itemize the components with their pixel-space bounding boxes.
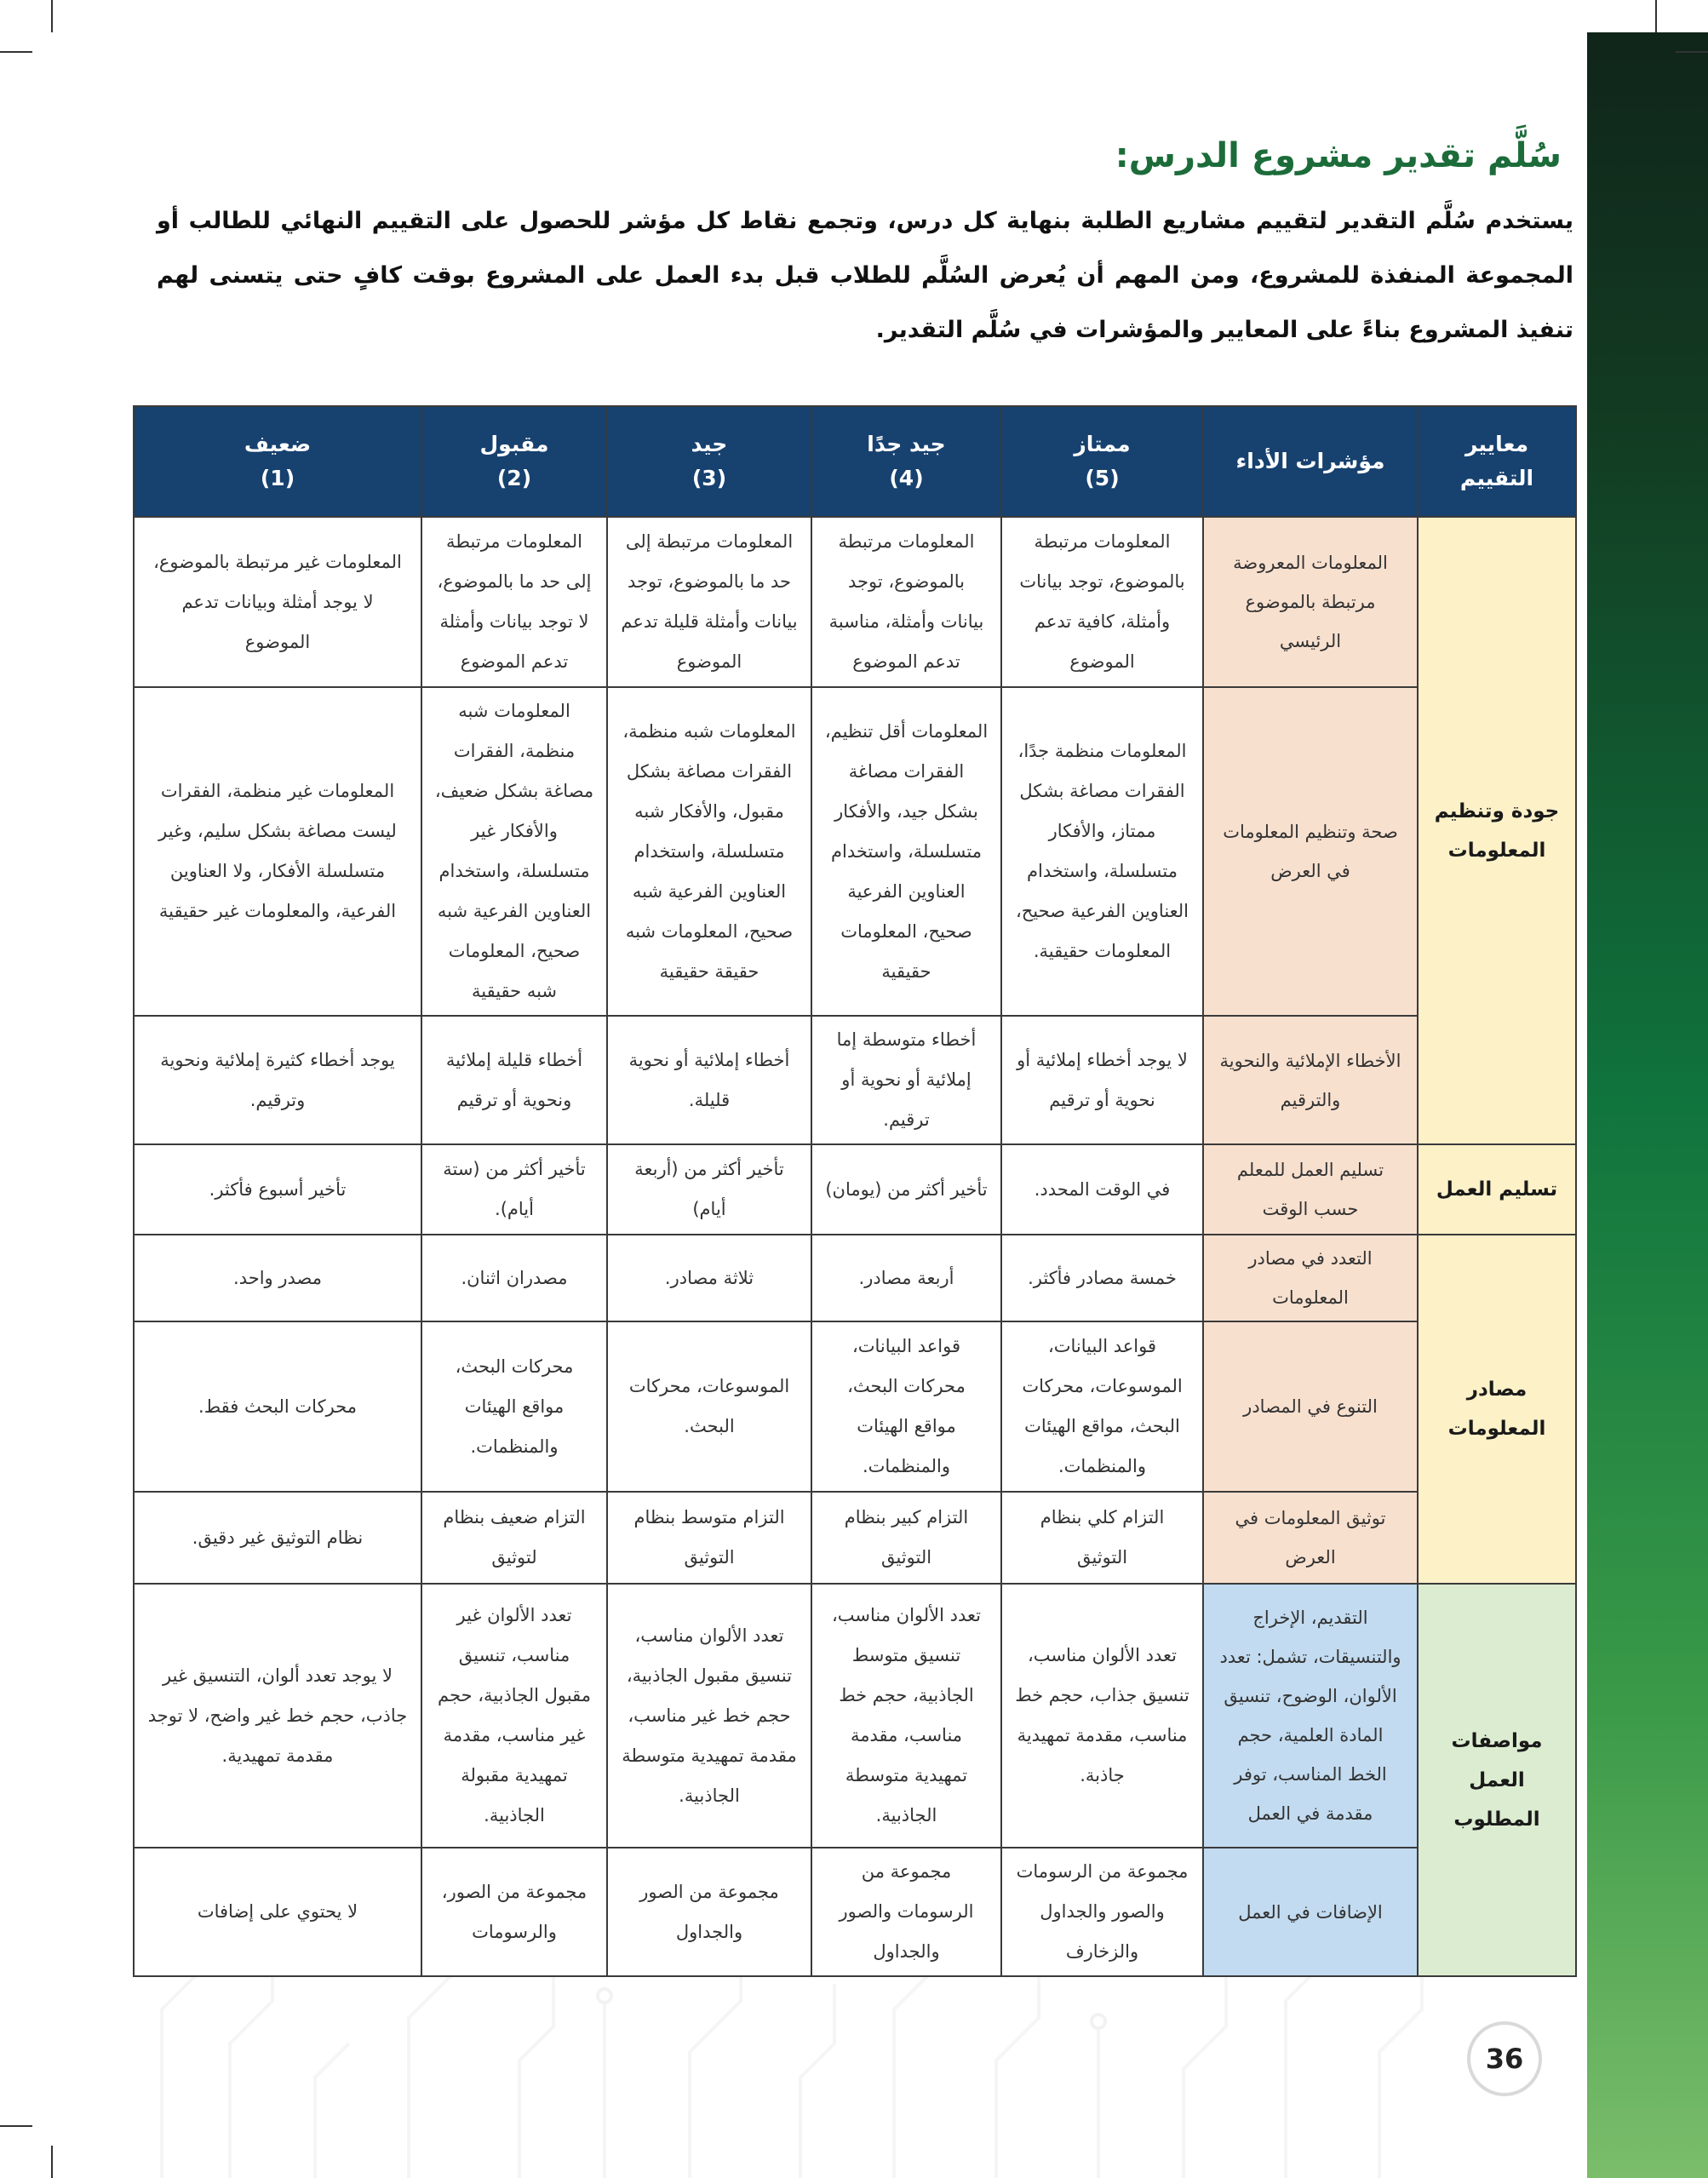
rubric-cell: أخطاء قليلة إملائية ونحوية أو ترقيم (421, 1016, 607, 1144)
rubric-cell: تأخير أكثر من (أربعة أيام) (607, 1144, 811, 1235)
rubric-cell: المعلومات مرتبطة بالموضوع، توجد بيانات وأمثلة، مناسبة تدعم الموضوع (811, 517, 1001, 687)
table-row (134, 1235, 1576, 1321)
indicator-cell: التقديم، الإخراج والتنسيقات، تشمل: تعدد الألوان، الوضوح، تنسيق المادة العلمية، حجم الخط المناسب، توفر مقدمة في العمل (1203, 1584, 1418, 1848)
rubric-cell: نظام التوثيق غير دقيق. (134, 1492, 421, 1584)
indicator-cell: صحة وتنظيم المعلومات في العرض (1203, 687, 1418, 1016)
rubric-cell: أخطاء إملائية أو نحوية قليلة. (607, 1016, 811, 1144)
crop-mark (51, 0, 53, 32)
rubric-cell: مجموعة من الرسومات والصور والجداول (811, 1848, 1001, 1976)
header-weak: ضعيف (1) (134, 406, 421, 517)
section-title: سُلَّم تقدير مشروع الدرس: (1115, 136, 1562, 175)
table-row (134, 687, 1576, 1016)
table-row (134, 1848, 1576, 1976)
rubric-cell: التزام كلي بنظام التوثيق (1001, 1492, 1203, 1584)
indicator-cell: التنوع في المصادر (1203, 1321, 1418, 1492)
rubric-cell: المعلومات شبه منظمة، الفقرات مصاغة بشكل ضعيف، والأفكار غير متسلسلة، واستخدام العناوين الفرعية شبه صحيح، المعلومات شبه حقيقية (421, 687, 607, 1016)
rubric-cell: تأخير أسبوع فأكثر. (134, 1144, 421, 1235)
intro-paragraph: يستخدم سُلَّم التقدير لتقييم مشاريع الطلبة بنهاية كل درس، وتجمع نقاط كل مؤشر للحصول على التقييم النهائي للطالب أو المجموعة المنفذة للمشروع، ومن المهم أن يُعرض السُلَّم للطلاب قبل بدء العمل على المشروع بوقت كافٍ حتى يتسنى لهم تنفيذ المشروع بناءً على المعايير والمؤشرات في سُلَّم التقدير. (157, 208, 1573, 343)
rubric-cell: تعدد الألوان غير مناسب، تنسيق مقبول الجاذبية، حجم غير مناسب، مقدمة تمهيدية مقبولة الجاذبية. (421, 1584, 607, 1848)
rubric-cell: مجموعة من الصور، والرسومات (421, 1848, 607, 1976)
rubric-cell: تعدد الألوان مناسب، تنسيق جذاب، حجم خط مناسب، مقدمة تمهيدية جاذبة. (1001, 1584, 1203, 1848)
criterion-sources: مصادر المعلومات (1418, 1235, 1576, 1584)
rubric-cell: قواعد البيانات، الموسوعات، محركات البحث، مواقع الهيئات والمنظمات. (1001, 1321, 1203, 1492)
indicator-cell: التعدد في مصادر المعلومات (1203, 1235, 1418, 1321)
rubric-cell: ثلاثة مصادر. (607, 1235, 811, 1321)
criterion-quality: جودة وتنظيم المعلومات (1418, 517, 1576, 1144)
rubric-cell: تعدد الألوان مناسب، تنسيق مقبول الجاذبية، حجم خط غير مناسب، مقدمة تمهيدية متوسطة الجاذبية. (607, 1584, 811, 1848)
rubric-cell: قواعد البيانات، محركات البحث، مواقع الهيئات والمنظمات. (811, 1321, 1001, 1492)
header-criteria: معايير التقييم (1418, 406, 1576, 517)
rubric-cell: المعلومات غير مرتبطة بالموضوع، لا يوجد أمثلة وبيانات تدعم الموضوع (134, 517, 421, 687)
rubric-cell: خمسة مصادر فأكثر. (1001, 1235, 1203, 1321)
rubric-cell: مجموعة من الصور والجداول (607, 1848, 811, 1976)
indicator-cell: تسليم العمل للمعلم حسب الوقت (1203, 1144, 1418, 1235)
table-row (134, 1321, 1576, 1492)
rubric-cell: تأخير أكثر من (ستة أيام). (421, 1144, 607, 1235)
indicator-cell: توثيق المعلومات في العرض (1203, 1492, 1418, 1584)
rubric-cell: يوجد أخطاء كثيرة إملائية ونحوية وترقيم. (134, 1016, 421, 1144)
rubric-cell: تأخير أكثر من (يومان) (811, 1144, 1001, 1235)
table-row (134, 1144, 1576, 1235)
rubric-table (133, 405, 1577, 1977)
rubric-cell: المعلومات أقل تنظيم، الفقرات مصاغة بشكل جيد، والأفكار متسلسلة، واستخدام العناوين الفرعية صحيح، المعلومات حقيقية (811, 687, 1001, 1016)
rubric-cell: المعلومات مرتبطة إلى حد ما بالموضوع، توجد بيانات وأمثلة قليلة تدعم الموضوع (607, 517, 811, 687)
crop-mark (0, 51, 32, 53)
page-number: 36 (1467, 2021, 1542, 2096)
rubric-cell: لا يوجد تعدد ألوان، التنسيق غير جاذب، حجم خط غير واضح، لا توجد مقدمة تمهيدية. (134, 1584, 421, 1848)
rubric-cell: الموسوعات، محركات البحث. (607, 1321, 811, 1492)
rubric-cell: المعلومات منظمة جدًا، الفقرات مصاغة بشكل ممتاز، والأفكار متسلسلة، واستخدام العناوين الفرعية صحيح، المعلومات حقيقية. (1001, 687, 1203, 1016)
table-row (134, 1016, 1576, 1144)
table-row (134, 1492, 1576, 1584)
rubric-cell: في الوقت المحدد. (1001, 1144, 1203, 1235)
crop-mark (1655, 0, 1657, 32)
header-good: جيد (3) (607, 406, 811, 517)
rubric-cell: مصدران اثنان. (421, 1235, 607, 1321)
rubric-cell: أخطاء متوسطة إما إملائية أو نحوية أو ترقيم. (811, 1016, 1001, 1144)
rubric-cell: لا يحتوي على إضافات (134, 1848, 421, 1976)
table-header-row (134, 406, 1576, 517)
indicator-cell: الإضافات في العمل (1203, 1848, 1418, 1976)
rubric-cell: محركات البحث فقط. (134, 1321, 421, 1492)
rubric-cell: محركات البحث، مواقع الهيئات والمنظمات. (421, 1321, 607, 1492)
header-excellent: ممتاز (5) (1001, 406, 1203, 517)
rubric-cell: أربعة مصادر. (811, 1235, 1001, 1321)
rubric-cell: المعلومات مرتبطة إلى حد ما بالموضوع، لا توجد بيانات وأمثلة تدعم الموضوع (421, 517, 607, 687)
criterion-delivery: تسليم العمل (1418, 1144, 1576, 1235)
rubric-cell: المعلومات شبه منظمة، الفقرات مصاغة بشكل مقبول، والأفكار شبه متسلسلة، واستخدام العناوين الفرعية شبه صحيح، المعلومات شبه حقيقة حقيقية (607, 687, 811, 1016)
header-very-good: جيد جدًا (4) (811, 406, 1001, 517)
crop-mark (51, 2146, 53, 2178)
rubric-cell: مصدر واحد. (134, 1235, 421, 1321)
rubric-cell: التزام متوسط بنظام التوثيق (607, 1492, 811, 1584)
rubric-cell: التزام ضعيف بنظام لتوثيق (421, 1492, 607, 1584)
indicator-cell: المعلومات المعروضة مرتبطة بالموضوع الرئيسي (1203, 517, 1418, 687)
table-row (134, 517, 1576, 687)
rubric-cell: التزام كبير بنظام التوثيق (811, 1492, 1001, 1584)
criterion-specs: مواصفات العمل المطلوب (1418, 1584, 1576, 1976)
rubric-cell: لا يوجد أخطاء إملائية أو نحوية أو ترقيم (1001, 1016, 1203, 1144)
crop-mark (0, 2125, 32, 2127)
rubric-cell: المعلومات غير منظمة، الفقرات ليست مصاغة بشكل سليم، وغير متسلسلة الأفكار، ولا العناوين الفرعية، والمعلومات غير حقيقية (134, 687, 421, 1016)
green-sidebar (1587, 32, 1708, 2178)
table-row (134, 1584, 1576, 1848)
crop-mark (1676, 51, 1708, 53)
header-acceptable: مقبول (2) (421, 406, 607, 517)
indicator-cell: الأخطاء الإملائية والنحوية والترقيم (1203, 1016, 1418, 1144)
header-indicators: مؤشرات الأداء (1203, 406, 1418, 517)
rubric-cell: مجموعة من الرسومات والصور والجداول والزخارف (1001, 1848, 1203, 1976)
rubric-cell: المعلومات مرتبطة بالموضوع، توجد بيانات وأمثلة، كافية تدعم الموضوع (1001, 517, 1203, 687)
rubric-cell: تعدد الألوان مناسب، تنسيق متوسط الجاذبية، حجم خط مناسب، مقدمة تمهيدية متوسطة الجاذبية. (811, 1584, 1001, 1848)
